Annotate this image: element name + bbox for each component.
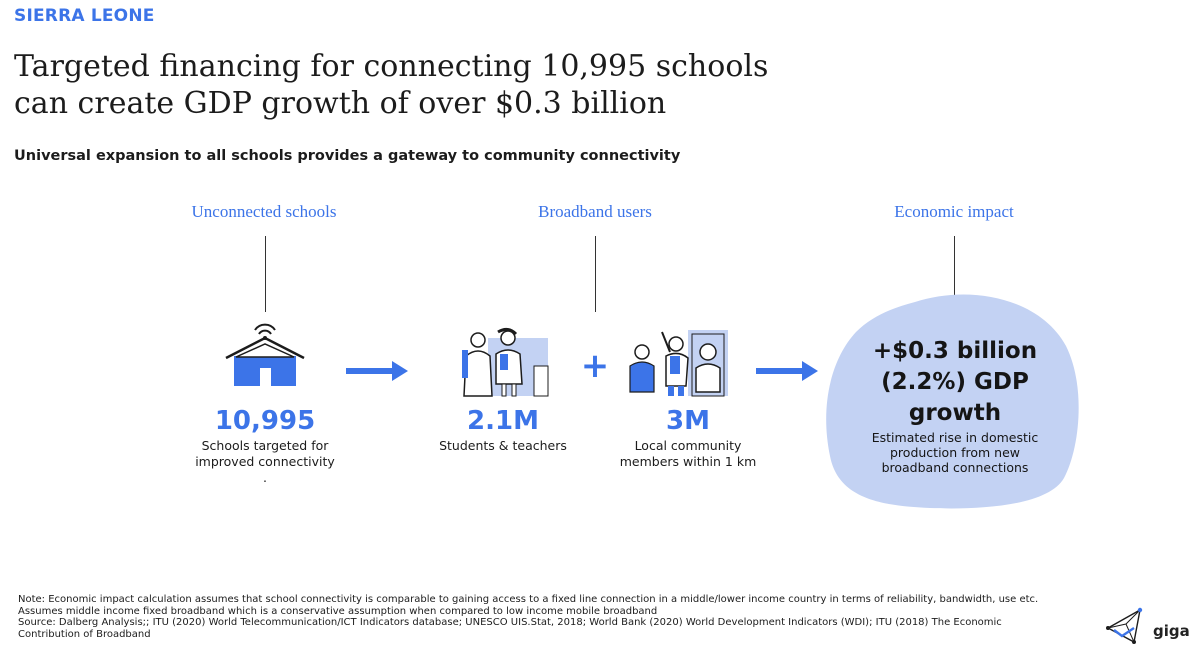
footnote-source-continued: Contribution of Broadband xyxy=(18,628,151,640)
schools-description xyxy=(155,438,375,486)
schools-desc-line-1: Schools targeted for xyxy=(201,438,329,453)
students-description: Students & teachers xyxy=(439,438,567,453)
school-wifi-icon xyxy=(222,316,308,390)
students-teachers-icon xyxy=(458,326,554,398)
footnote-assumption: Assumes middle income fixed broadband which is a conservative assumption when compared to low income mobile broadband xyxy=(18,605,658,617)
title-line-2: can create GDP growth of over $0.3 billion xyxy=(14,86,667,121)
column-header-unconnected-schools: Unconnected schools xyxy=(191,202,337,221)
column-header-broadband-users: Broadband users xyxy=(538,202,652,221)
impact-desc-line-1: Estimated rise in domestic xyxy=(871,430,1039,445)
community-members-icon xyxy=(626,326,734,398)
community-count-value: 3M xyxy=(666,406,710,436)
impact-desc-line-2: production from new xyxy=(890,445,1020,460)
plus-sign: + xyxy=(580,346,610,386)
community-desc-line-2: members within 1 km xyxy=(619,454,757,469)
impact-value-line-1: +$0.3 billion xyxy=(872,338,1038,364)
community-description xyxy=(578,438,798,470)
footnotes xyxy=(18,594,1039,640)
connector-line-schools xyxy=(265,236,266,312)
schools-desc-line-3: . xyxy=(263,470,267,485)
footnote-source: Source: Dalberg Analysis;; ITU (2020) World Telecommunication/ICT Indicators database; UNESCO UIS.Stat, 2018; World Bank (2020) World Development Indicators (WDI); ITU (2018) The Economic xyxy=(18,617,1002,628)
schools-desc-line-2: improved connectivity xyxy=(195,454,335,469)
title-line-1: Targeted financing for connecting 10,995 schools xyxy=(14,49,769,84)
arrow-right-icon-2 xyxy=(756,360,820,382)
community-desc-line-1: Local community xyxy=(634,438,742,453)
impact-value xyxy=(840,336,1070,429)
arrow-right-icon-1 xyxy=(346,360,410,382)
students-count-value: 2.1M xyxy=(467,406,539,436)
giga-logo-text: giga xyxy=(1153,622,1190,640)
footnote-note: Note: Economic impact calculation assumes that school connectivity is comparable to gaining access to a fixed line connection in a middle/lower income country in terms of reliability, bandwidth, use etc. xyxy=(18,594,1039,605)
impact-desc-line-3: broadband connections xyxy=(881,460,1029,475)
column-header-economic-impact: Economic impact xyxy=(894,202,1014,221)
connector-line-broadband xyxy=(595,236,596,312)
page-title xyxy=(14,48,914,122)
impact-value-line-2: (2.2%) GDP xyxy=(881,369,1029,395)
impact-description xyxy=(858,430,1052,475)
country-label: SIERRA LEONE xyxy=(14,6,155,26)
giga-logo-icon xyxy=(1104,606,1150,646)
impact-value-line-3: growth xyxy=(908,400,1002,426)
schools-count-value: 10,995 xyxy=(214,406,316,436)
page-subtitle: Universal expansion to all schools provides a gateway to community connectivity xyxy=(14,148,681,164)
